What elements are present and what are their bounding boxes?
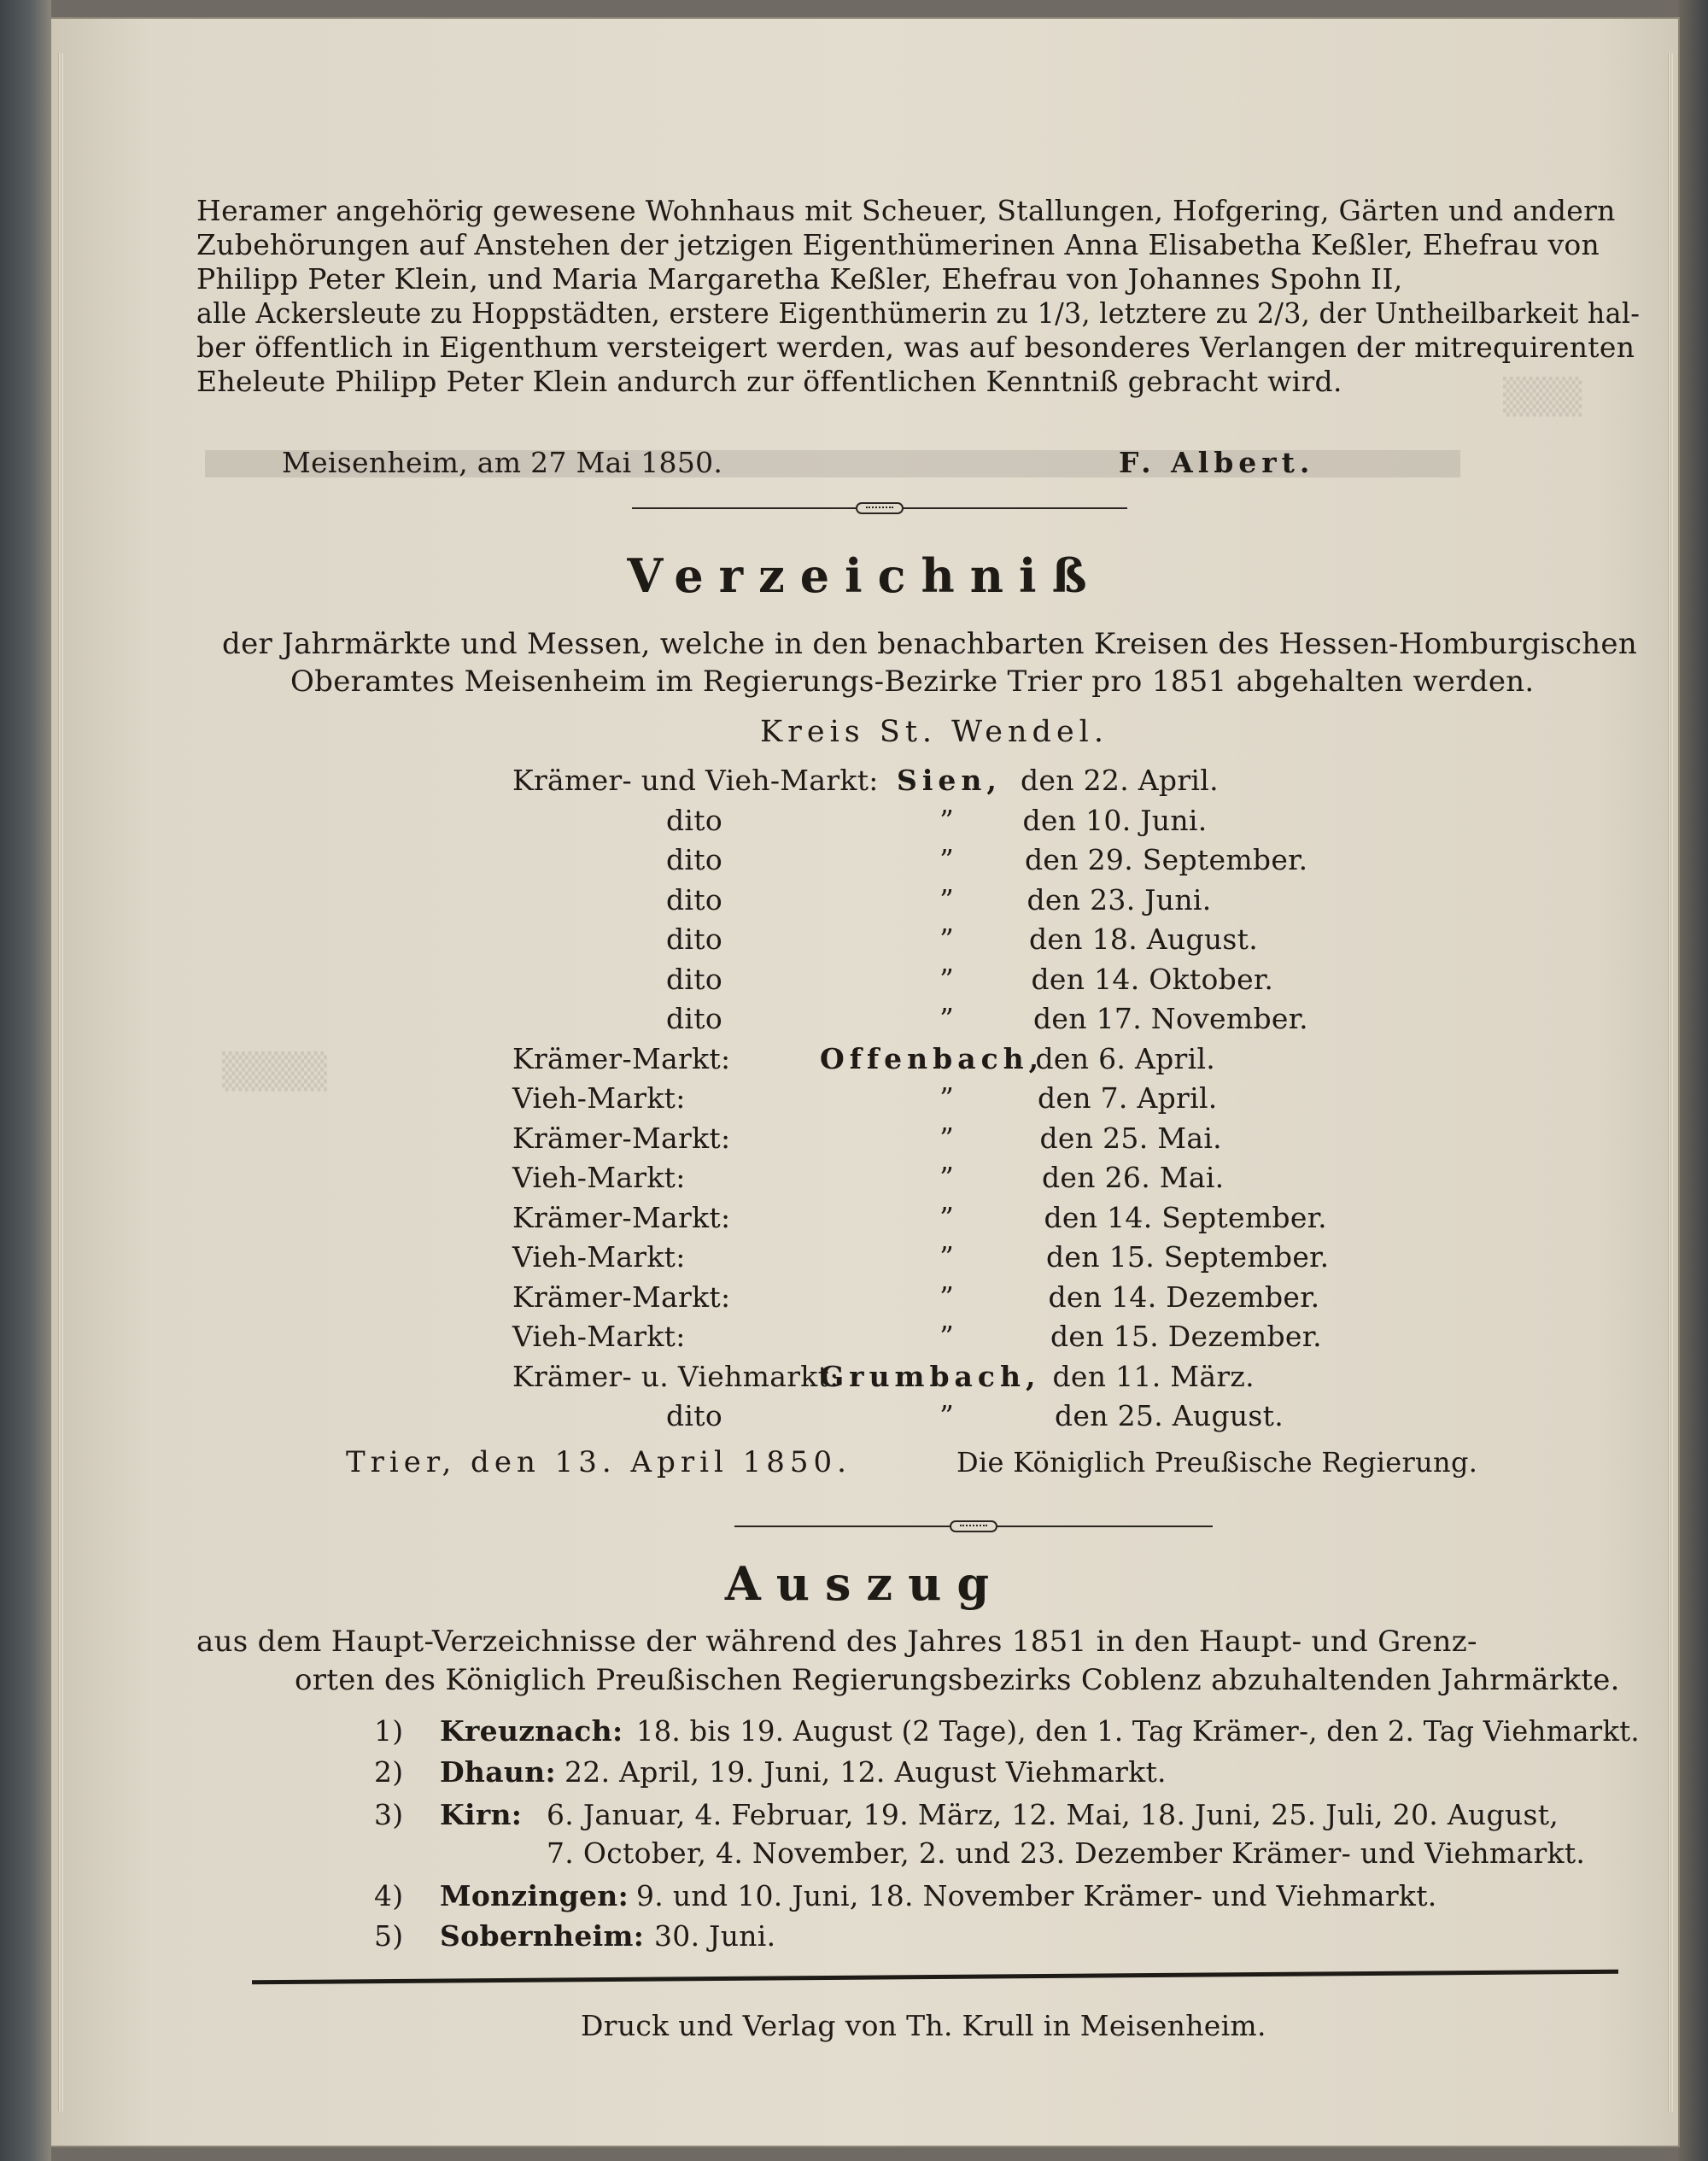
market-type: dito	[666, 922, 723, 956]
verzeichniss-title: Verzeichniß	[627, 548, 1103, 603]
market-type: Krämer-Markt:	[512, 1280, 731, 1314]
entry-number: 3)	[374, 1798, 404, 1831]
market-type: Krämer- und Vieh-Markt:	[512, 764, 879, 797]
market-place: ”	[939, 1161, 955, 1194]
market-place: ”	[939, 922, 955, 956]
place-date: Meisenheim, am 27 Mai 1850.	[282, 446, 723, 479]
paragraph-line-6: Eheleute Philipp Peter Klein andurch zur öffentlichen Kenntniß gebracht wird.	[196, 365, 1342, 398]
market-place: ”	[939, 1320, 955, 1353]
market-type: dito	[666, 843, 723, 876]
market-date: den 25. Mai.	[1039, 1121, 1222, 1155]
market-place: ”	[939, 962, 955, 996]
ornamental-divider	[734, 1518, 1213, 1535]
bleed-through-text: ▒▒▒	[1503, 378, 1582, 417]
market-date: den 26. Mai.	[1042, 1161, 1225, 1194]
entry-text: 7. October, 4. November, 2. und 23. Dezember Krämer- und Viehmarkt.	[547, 1836, 1586, 1870]
kreis-heading: Kreis St. Wendel.	[760, 715, 1108, 749]
paragraph-line-1: Heramer angehörig gewesene Wohnhaus mit Scheuer, Stallungen, Hofgering, Gärten und andern	[196, 194, 1616, 227]
market-type: dito	[666, 1002, 723, 1035]
trier-place-date: Trier, den 13. April 1850.	[346, 1445, 851, 1479]
market-place: ”	[939, 1121, 955, 1155]
market-type: Krämer-Markt:	[512, 1121, 731, 1155]
market-place: ”	[939, 1399, 955, 1432]
market-type: Krämer-Markt:	[512, 1200, 731, 1234]
market-type: Krämer-Markt:	[512, 1041, 731, 1075]
market-type: Vieh-Markt:	[512, 1161, 686, 1194]
verzeichniss-subtitle-2: Oberamtes Meisenheim im Regierungs-Bezirke Trier pro 1851 abgehalten werden.	[290, 665, 1535, 699]
entry-text: 18. bis 19. August (2 Tage), den 1. Tag Krämer-, den 2. Tag Viehmarkt.	[636, 1714, 1640, 1748]
market-date: den 22. April.	[1021, 764, 1219, 797]
market-type: Vieh-Markt:	[512, 1240, 686, 1274]
market-place: Grumbach,	[820, 1359, 1041, 1393]
market-place: ”	[939, 1240, 955, 1274]
market-date: den 11. März.	[1052, 1359, 1255, 1393]
market-type: Vieh-Markt:	[512, 1081, 686, 1115]
market-place: ”	[939, 803, 955, 837]
entry-place: Monzingen:	[440, 1879, 629, 1912]
paragraph-line-5: ber öffentlich in Eigenthum versteigert werden, was auf besonderes Verlangen der mitrequirenten	[196, 331, 1635, 364]
entry-place: Kreuznach:	[440, 1714, 623, 1748]
regierung-signature: Die Königlich Preußische Regierung.	[956, 1446, 1478, 1479]
market-date: den 14. September.	[1044, 1200, 1327, 1234]
market-date: den 6. April.	[1035, 1041, 1216, 1075]
market-place: Offenbach,	[820, 1041, 1044, 1075]
document-page	[51, 19, 1678, 2146]
market-date: den 7. April.	[1038, 1081, 1218, 1115]
ornamental-divider	[632, 500, 1127, 517]
market-place: ”	[939, 882, 955, 917]
entry-number: 4)	[374, 1879, 404, 1912]
entry-text: 22. April, 19. Juni, 12. August Viehmarkt.	[564, 1755, 1167, 1789]
entry-text: 6. Januar, 4. Februar, 19. März, 12. Mai, 18. Juni, 25. Juli, 20. August,	[547, 1798, 1559, 1831]
market-date: den 29. September.	[1025, 843, 1308, 876]
book-binding-right	[1678, 0, 1708, 2161]
book-binding-left	[0, 0, 51, 2161]
market-place: ”	[939, 1081, 955, 1115]
entry-place: Kirn:	[440, 1798, 523, 1831]
footer-rule	[252, 1970, 1618, 1985]
market-type: dito	[666, 803, 723, 837]
paragraph-line-4: alle Ackersleute zu Hoppstädten, erstere Eigenthümerin zu 1/3, letztere zu 2/3, der Untheilbarkeit hal-	[196, 296, 1641, 330]
market-date: den 23. Juni.	[1027, 882, 1212, 917]
market-place: ”	[939, 1002, 955, 1035]
market-date: den 17. November.	[1033, 1002, 1308, 1035]
auszug-subtitle-1: aus dem Haupt-Verzeichnisse der während des Jahres 1851 in den Haupt- und Grenz-	[196, 1625, 1477, 1659]
bleed-through-text: ▒▒▒▒	[222, 1052, 328, 1092]
entry-number: 1)	[374, 1714, 404, 1748]
auszug-title: Auszug	[724, 1556, 1005, 1611]
market-type: Vieh-Markt:	[512, 1320, 686, 1353]
entry-text: 30. Juni.	[654, 1919, 776, 1953]
market-type: dito	[666, 1399, 723, 1432]
market-date: den 15. Dezember.	[1050, 1320, 1322, 1353]
market-type: dito	[666, 962, 723, 996]
auszug-subtitle-2: orten des Königlich Preußischen Regierungsbezirks Coblenz abzuhaltenden Jahrmärkte.	[295, 1663, 1620, 1697]
signature: F. Albert.	[1119, 446, 1315, 479]
market-place: ”	[939, 1280, 955, 1314]
paragraph-line-3: Philipp Peter Klein, und Maria Margaretha Keßler, Ehefrau von Johannes Spohn II,	[196, 262, 1403, 296]
market-date: den 10. Juni.	[1022, 803, 1208, 837]
market-date: den 25. August.	[1055, 1399, 1284, 1432]
market-date: den 14. Oktober.	[1031, 962, 1274, 996]
entry-number: 5)	[374, 1919, 404, 1953]
verzeichniss-subtitle-1: der Jahrmärkte und Messen, welche in den benachbarten Kreisen des Hessen-Homburgischen	[222, 627, 1638, 661]
imprint: Druck und Verlag von Th. Krull in Meisenheim.	[581, 2009, 1266, 2042]
market-place: Sien,	[897, 764, 1002, 797]
market-date: den 15. September.	[1046, 1240, 1330, 1274]
market-place: ”	[939, 1200, 955, 1234]
page-content	[51, 19, 1678, 2146]
paragraph-line-2: Zubehörungen auf Anstehen der jetzigen Eigenthümerinen Anna Elisabetha Keßler, Ehefrau von	[196, 228, 1600, 261]
entry-place: Sobernheim:	[440, 1919, 645, 1953]
market-type: Krämer- u. Viehmarkt:	[512, 1359, 839, 1393]
entry-text: 9. und 10. Juni, 18. November Krämer- und Viehmarkt.	[636, 1879, 1437, 1912]
market-date: den 14. Dezember.	[1048, 1280, 1320, 1314]
market-date: den 18. August.	[1029, 922, 1259, 956]
entry-number: 2)	[374, 1755, 404, 1789]
market-place: ”	[939, 843, 955, 876]
entry-place: Dhaun:	[440, 1755, 556, 1789]
market-type: dito	[666, 882, 723, 917]
